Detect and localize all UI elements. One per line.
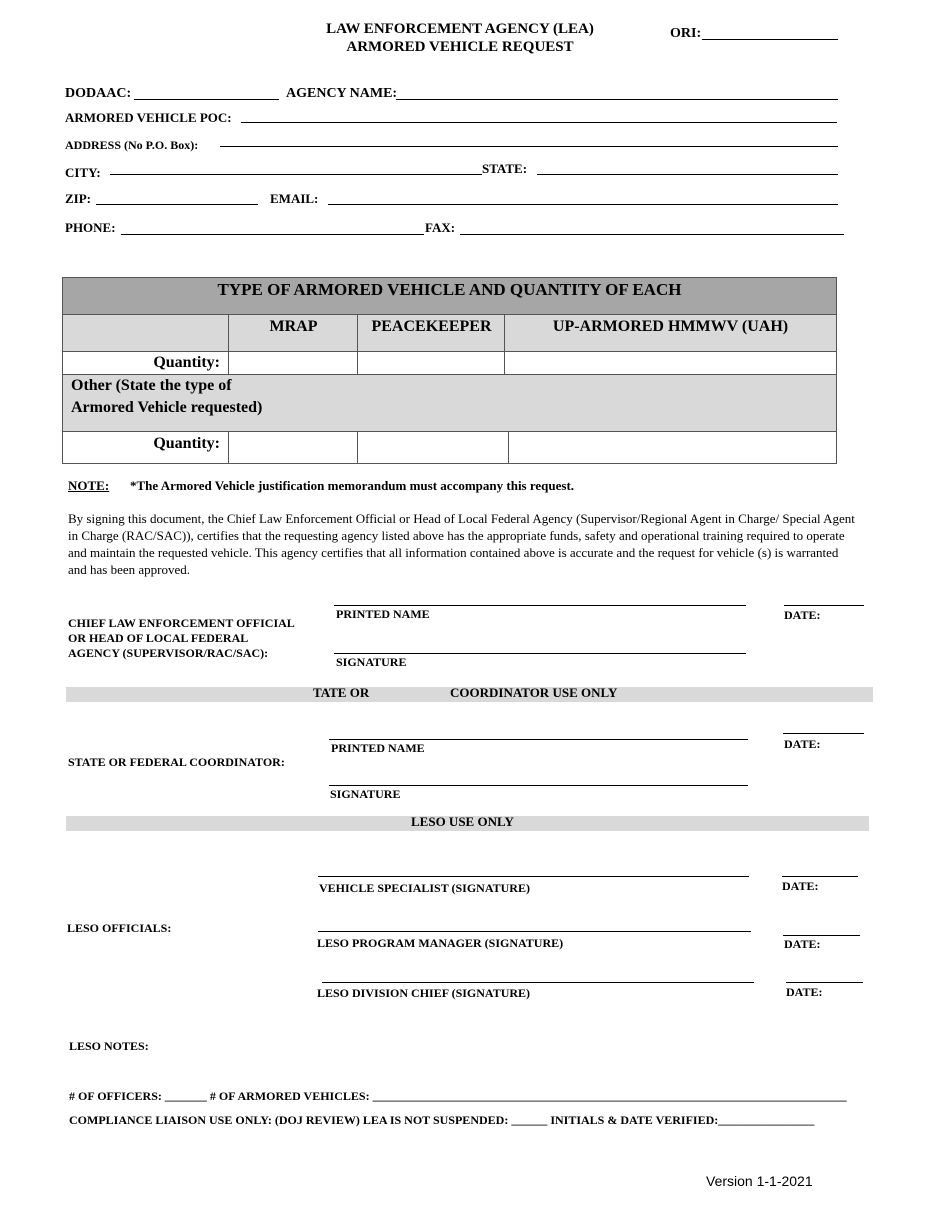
agency-name-label: AGENCY NAME: (286, 86, 398, 101)
email-field[interactable] (328, 204, 838, 205)
coordinator-band-text2: COORDINATOR USE ONLY (450, 685, 618, 700)
zip-field[interactable] (96, 204, 258, 205)
state-label: STATE: (482, 161, 528, 176)
leso-date-label-3: DATE: (786, 985, 823, 999)
leso-band (66, 816, 869, 831)
form-title-line1: LAW ENFORCEMENT AGENCY (LEA) (326, 21, 594, 37)
city-field[interactable] (110, 174, 482, 175)
coordinator-band (66, 687, 873, 702)
chief-printed-name-field[interactable] (334, 605, 746, 606)
qty-mrap-cell[interactable] (228, 352, 358, 374)
coordinator-band-text1: TATE OR (313, 685, 370, 700)
fax-field[interactable] (460, 234, 844, 235)
qty-peacekeeper-cell[interactable] (357, 352, 505, 374)
state-field[interactable] (537, 174, 838, 175)
email-label: EMAIL: (270, 191, 319, 206)
chief-date-field[interactable] (784, 605, 864, 606)
leso-date-label-2: DATE: (784, 937, 821, 951)
col-peacekeeper: PEACEKEEPER (357, 315, 505, 351)
leso-notes-label: LESO NOTES: (69, 1039, 149, 1053)
form-title-line2: ARMORED VEHICLE REQUEST (346, 39, 574, 55)
coordinator-date-label: DATE: (784, 737, 821, 751)
vehicle-table (62, 277, 837, 464)
coordinator-printed-name-label: PRINTED NAME (331, 741, 425, 755)
certification-text: By signing this document, the Chief Law Enforcement Official or Head of Local Federal Agency (Supervisor/Regional Agent in Charge/ Special Agent in Charge (RAC/SAC)), certifies that the requesting agency listed above has the appropriate funds, safety and operational training required to operate and maintain the requested vehicle. This agency certifies that all information contained above is accurate and the request for vehicle (s) is warranted and has been approved. (68, 511, 855, 577)
fax-label: FAX: (425, 220, 456, 235)
officers-vehicles-line[interactable]: # OF OFFICERS: _______ # OF ARMORED VEHICLES: _______________________________________________________________________________ (69, 1089, 847, 1103)
vehicle-table-header (63, 315, 836, 352)
address-label: ADDRESS (No P.O. Box): (65, 138, 199, 152)
version-label: Version 1-1-2021 (706, 1173, 813, 1189)
vehicle-table-title: TYPE OF ARMORED VEHICLE AND QUANTITY OF EACH (63, 278, 836, 315)
leso-date-field-2[interactable] (783, 935, 860, 936)
quantity-row (63, 352, 836, 375)
division-chief-signature-field[interactable] (322, 982, 754, 983)
chief-printed-name-label: PRINTED NAME (336, 607, 430, 621)
note-label: NOTE: (68, 478, 110, 493)
division-chief-label: LESO DIVISION CHIEF (SIGNATURE) (317, 986, 531, 1000)
coordinator-date-field[interactable] (783, 733, 864, 734)
coordinator-signature-label: SIGNATURE (330, 787, 401, 801)
poc-field[interactable] (241, 122, 837, 123)
coordinator-signature-field[interactable] (329, 785, 748, 786)
other-quantity-row (63, 432, 836, 463)
col-mrap: MRAP (228, 315, 358, 351)
coordinator-label: STATE OR FEDERAL COORDINATOR: (68, 755, 285, 769)
chief-date-label: DATE: (784, 608, 821, 622)
other-quantity-label: Quantity: (153, 435, 220, 452)
other-label-line1: Other (State the type of (71, 377, 232, 394)
phone-label: PHONE: (65, 220, 116, 235)
leso-date-field-1[interactable] (782, 876, 858, 877)
chief-signature-field[interactable] (334, 653, 746, 654)
poc-label: ARMORED VEHICLE POC: (65, 110, 232, 125)
leso-date-field-3[interactable] (786, 982, 863, 983)
other-label-line2: Armored Vehicle requested) (71, 399, 263, 416)
chief-signature-label: SIGNATURE (336, 655, 407, 669)
other-qty-cell-3[interactable] (508, 432, 836, 463)
dodaac-label: DODAAC: (65, 86, 132, 101)
chief-label-line1: CHIEF LAW ENFORCEMENT OFFICIAL (68, 616, 295, 630)
zip-label: ZIP: (65, 191, 91, 206)
other-row[interactable] (63, 375, 836, 432)
ori-field[interactable] (702, 39, 838, 40)
qty-uah-cell[interactable] (504, 352, 836, 374)
coordinator-printed-name-field[interactable] (329, 739, 748, 740)
program-manager-label: LESO PROGRAM MANAGER (SIGNATURE) (317, 936, 564, 950)
chief-label-line2: OR HEAD OF LOCAL FEDERAL (68, 631, 249, 645)
leso-band-text: LESO USE ONLY (411, 814, 514, 829)
city-label: CITY: (65, 165, 101, 180)
compliance-liaison-line[interactable]: COMPLIANCE LIAISON USE ONLY: (DOJ REVIEW) LEA IS NOT SUSPENDED: ______ INITIALS & DATE VERIFIED:________________ (69, 1113, 815, 1127)
note-text: *The Armored Vehicle justification memorandum must accompany this request. (130, 478, 575, 493)
ori-label: ORI: (670, 26, 702, 41)
leso-officials-label: LESO OFFICIALS: (67, 921, 172, 935)
leso-date-label-1: DATE: (782, 879, 819, 893)
address-field[interactable] (220, 146, 838, 147)
quantity-label: Quantity: (153, 354, 220, 371)
col-uah: UP-ARMORED HMMWV (UAH) (504, 315, 836, 351)
chief-label-line3: AGENCY (SUPERVISOR/RAC/SAC): (68, 646, 269, 660)
dodaac-field[interactable] (134, 99, 279, 100)
other-qty-cell-2[interactable] (357, 432, 509, 463)
vehicle-specialist-label: VEHICLE SPECIALIST (SIGNATURE) (319, 881, 530, 895)
other-qty-cell-1[interactable] (228, 432, 358, 463)
phone-field[interactable] (121, 234, 424, 235)
agency-name-field[interactable] (396, 99, 838, 100)
program-manager-signature-field[interactable] (318, 931, 751, 932)
vehicle-specialist-signature-field[interactable] (318, 876, 749, 877)
